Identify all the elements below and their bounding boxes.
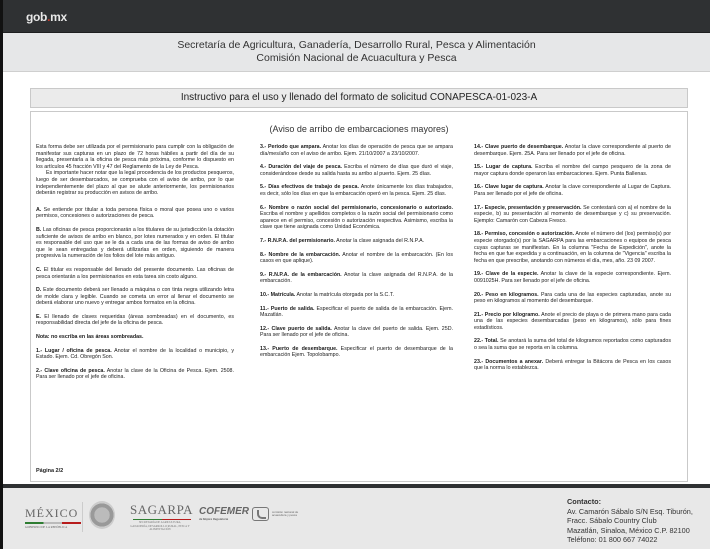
sagarpa-stripe: [133, 519, 191, 520]
item-8: 8.- Nombre de la embarcación. Anotar el nombre de la embarcación. (En los casos en que aplique).: [260, 251, 453, 265]
rule-d: D. Este documento deberá ser llenado a máquina o con tinta negra utilizando letra de molde clara y legible. Cuando se cometa un error al llenar el documento se deberá elaborar uno nuevo y entregar ambos formatos en la oficina.: [36, 287, 234, 307]
column-2: [260, 130, 453, 366]
item-1: 1.- Lugar / oficina de pesca. Anotar el nombre de la localidad o municipio, y Estado. Ejem. Cd. Obregón Son.: [36, 347, 235, 361]
item-16: 16.- Clave lugar de captura. Anotar la clave correspondiente al Lugar de Captura. Para ser llenado por el jefe de oficina.: [474, 184, 671, 197]
column-3: [474, 144, 671, 379]
column-1: [36, 144, 234, 388]
national-seal-icon: [89, 501, 115, 529]
sagarpa-logo[interactable]: SAGARPA SECRETARÍA DE AGRICULTURA, GANADERÍA, DESARROLLO RURAL, PESCA Y ALIMENTACIÓN: [130, 502, 193, 531]
item-15: 15.- Lugar de captura. Escriba el nombre del campo pesquero de la zona de mayor captura donde operaron las embarcaciones. Ejem. Punta Ballenas.: [474, 164, 671, 177]
agency-header: [3, 33, 710, 72]
intro-paragraph-1: Esta forma debe ser utilizada por el permisionario para cumplir con la obligación de manifestar sus capturas en un plazo de 72 horas hábiles a partir del día de su llegada, presentarla a la oficina de pesca más próxima, conforme lo dispuesto en los artículos 45 fracción VIII y 47 del Reglamento de la Ley de Pesca.: [36, 144, 234, 170]
logo-dot: .: [47, 10, 51, 24]
contact-label: Contacto:: [567, 497, 602, 506]
item-14: 14.- Clave puerto de desembarque. Anotar la clave correspondiente al puerto de desembarque. Ejem. 25A. Para ser llenado por el jefe de oficina.: [474, 144, 671, 157]
note: Nota: no escriba en las áreas sombreadas.: [36, 334, 144, 341]
item-5: 5.- Días efectivos de trabajo de pesca. Anote únicamente los días trabajados, es decir, sólo los días en que la embarcación operó en la pesca. Ejem. 25 días.: [260, 184, 453, 197]
agency-line-2: Comisión Nacional de Acuacultura y Pesca: [256, 52, 457, 64]
item-23: 23.- Documentos a anexar. Deberá entregar la Bitácora de Pesca en los casos que la norma lo establezca.: [474, 358, 671, 372]
logo-suffix: mx: [50, 10, 67, 24]
intro-paragraph-2: Es importante hacer notar que la legal procedencia de los productos pesqueros, luego de ser desembarcados, se comprueba con el aviso de arribo, por lo que independientemente del plazo al que se alude anteriormente, los permisionarios deberán registrar su producción en avisos de arribo.: [36, 170, 234, 197]
item-22: 22.- Total. Se anotará la suma del total de kilogramos reportados como capturados o sea la suma que se reporta en la columna.: [474, 338, 671, 352]
contact-phone: Teléfono: 01 800 667 74022: [567, 535, 658, 545]
rule-e: E. El llenado de claves requeridas (áreas sombreadas) en el documento, es responsabilidad directa del jefe de la oficina de pesca.: [36, 313, 234, 327]
document-subtitle: (Aviso de arribo de embarcaciones mayores): [269, 124, 449, 134]
rule-b: B. Las oficinas de pesca proporcionarán a los titulares de su jurisdicción la dotación suficiente de avisos de arribo en blanco, por lotes numerados y en orden. El titular es responsable del uso que se le da a cada una de las formas de aviso de arribo que le sean entregadas y deberá utilizarlas en orden, siguiendo de manera progresiva la numeración de los folios del lote más antiguo.: [36, 226, 234, 260]
item-21: 21.- Precio por kilogramo. Anote el precio de playa o de primera mano para cada una de las especies desembarcadas (peso en kilogramos), sólo para fines estadísticos.: [474, 311, 671, 331]
item-20: 20.- Peso en kilogramos. Para cada una de las especies capturadas, anote su peso en kilogramos al momento del desembarque.: [474, 291, 671, 305]
conapesca-icon: [252, 507, 269, 521]
item-9: 9.- R.N.P.A. de la embarcación. Anotar la clave asignada del R.N.P.A. de la embarcación.: [260, 271, 453, 285]
footer: [3, 484, 710, 549]
contact-address-3: Mazatlán, Sinaloa, México C.P. 82100: [567, 525, 690, 535]
item-7: 7.- R.N.P.A. del permisionario. Anotar la clave asignada del R.N.P.A.: [260, 237, 425, 244]
mexico-logo[interactable]: MÉXICO GOBIERNO DE LA REPÚBLICA: [25, 506, 81, 529]
gobmx-logo-link[interactable]: [26, 10, 67, 24]
document-title: Instructivo para el uso y llenado del formato de solicitud CONAPESCA-01-023-A: [30, 88, 688, 108]
item-4: 4.- Duración del viaje de pesca. Escriba el número de días que duró el viaje, considerándose desde su salida hasta su arribo al puerto. Ejem. 25 días.: [260, 164, 453, 177]
rule-c: C. El titular es responsable del llenado del presente documento. Las oficinas de pesca orientarán a los permisionarios en esta tarea sin costo alguno.: [36, 266, 234, 280]
item-3: 3.- Periodo que ampara. Anotar los días de operación de pesca que se ampara día/mes/año con el aviso de arribo. Ejem. 21/10/2007 a 23/10/2007.: [260, 144, 453, 157]
top-navbar: [3, 0, 710, 33]
agency-line-1: Secretaría de Agricultura, Ganadería, Desarrollo Rural, Pesca y Alimentación: [177, 39, 536, 51]
item-10: 10.- Matrícula. Anotar la matrícula otorgada por la S.C.T.: [260, 291, 394, 298]
item-18: 18.- Permiso, concesión o autorización. Anote el número del (los) permiso(s) por especie otorgado(s) por la SAGARPA para las embarcaciones o equipos de pesca cuyas capturas se manifiestan. En la columna "Fecha de Expedición", anote la fecha en que fue expedida y a continuación, en la columna de "Vigencia" escriba la fecha en que prescribe, anotando con números el día, mes, año. 23 09 2007.: [474, 231, 671, 264]
logo-text: gob: [26, 10, 48, 24]
contact-address-1: Av. Camarón Sábalo S/N Esq. Tiburón,: [567, 506, 693, 516]
item-12: 12.- Clave puerto de salida. Anotar la clave del puerto de salida. Ejem. 25D. Para ser llenado por el jefe de oficina.: [260, 325, 453, 339]
page-number: Página 2/2: [36, 468, 64, 474]
cofemer-logo[interactable]: COFEMER de Mejora Regulatoria: [199, 506, 249, 521]
document-page: [30, 111, 688, 482]
conapesca-logo[interactable]: comisión nacional de acuacultura y pesca: [252, 507, 302, 521]
item-13: 13.- Puerto de desembarque. Especificar el puerto de desembarque de la embarcación Ejem. Topolobampo.: [260, 345, 453, 359]
flag-stripe: [25, 522, 81, 524]
rule-a: A. Se entiende por titular a toda persona física o moral que posea uno o varios permisos, concesiones o autorizaciones de pesca.: [36, 206, 234, 220]
contact-address-2: Fracc. Sábalo Country Club: [567, 516, 657, 526]
item-11: 11.- Puerto de salida. Especificar el puerto de salida de la embarcación. Ejem. Mazatlán.: [260, 305, 453, 319]
item-19: 19.- Clave de la especie. Anotar la clave de la especie correspondiente. Ejem. 0091025H. Para ser llenado por el jefe de oficina.: [474, 271, 671, 284]
logo-divider: [82, 502, 83, 532]
contact-info: [567, 497, 693, 545]
item-17: 17.- Especie, presentación y preservación. Se contestará con a) el nombre de la especie, b) su presentación al momento de desembarque y c) su preservación. Ejemplo: Camarón con Cabeza Fresco.: [474, 204, 671, 224]
item-6: 6.- Nombre o razón social del permisionario, concesionario o autorizado. Escriba el nombre y apellidos completos o la razón social del permisionario como aparece en el permiso, concesión o autorización respectiva. Asimismo, escriba la clave que tiene asignada como Unidad Económica.: [260, 204, 453, 231]
item-2: 2.- Clave oficina de pesca. Anotar la clave de la Oficina de Pesca. Ejem. 2508. Para ser llenado por el jefe de oficina.: [36, 367, 234, 381]
